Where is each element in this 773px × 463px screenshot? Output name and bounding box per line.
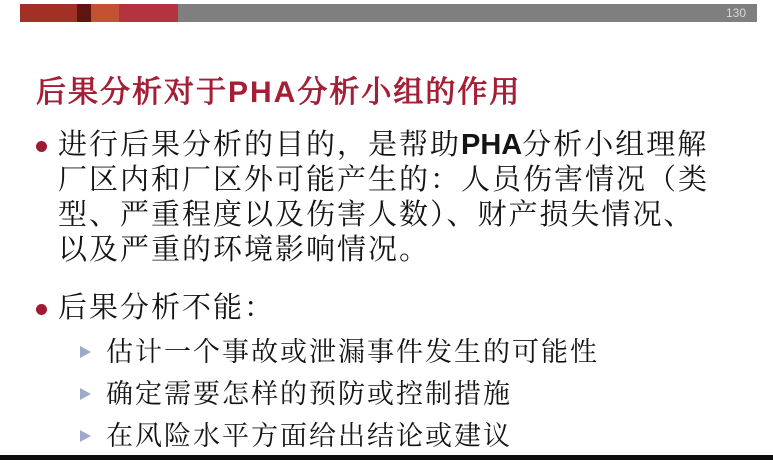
bullet-1-line-1-prefix: 进行后果分析的目的，是帮助	[58, 129, 462, 161]
bullet-1-line-2: 厂区内和厂区外可能产生的：人员伤害情况（类	[58, 164, 710, 196]
sub-bullet-text: 确定需要怎样的预防或控制措施	[106, 379, 512, 409]
sub-bullet-text: 在风险水平方面给出结论或建议	[106, 421, 512, 451]
bullet-1-text	[58, 128, 709, 268]
sub-bullet-text: 估计一个事故或泄漏事件发生的可能性	[106, 337, 599, 367]
bullet-1-line-1-suffix: 分析小组理解	[522, 129, 709, 161]
bullet-item-1	[36, 128, 709, 268]
bullet-1-line-1	[58, 128, 709, 163]
arrowhead-bullet-icon	[80, 346, 91, 358]
header-accent-block-4	[119, 4, 178, 22]
bullet-2-text: 后果分析不能：	[58, 292, 276, 324]
slide-title: 后果分析对于PHA分析小组的作用	[36, 76, 522, 110]
bullet-dot-icon	[36, 141, 47, 152]
sub-bullet-item	[80, 421, 599, 452]
sub-bullet-item	[80, 337, 599, 368]
page-number: 130	[725, 6, 746, 20]
header-accent-block-2	[77, 4, 91, 22]
bullet-1-line-3: 型、严重程度以及伤害人数）、财产损失情况、	[58, 199, 695, 231]
sub-bullet-list	[80, 337, 599, 463]
header-accent-block-1	[20, 4, 77, 22]
bullet-1-line-1-acronym: PHA	[461, 129, 523, 161]
header-accent-block-3	[91, 4, 119, 22]
sub-bullet-item	[80, 379, 599, 410]
bottom-letterbox-bar	[0, 455, 773, 460]
arrowhead-bullet-icon	[80, 388, 91, 400]
bullet-1-line-4: 以及严重的环境影响情况。	[58, 234, 431, 266]
header-gray-bar	[178, 4, 757, 22]
slide-header-bar	[20, 4, 757, 22]
bullet-dot-icon	[36, 304, 47, 315]
arrowhead-bullet-icon	[80, 430, 91, 442]
bullet-item-2	[36, 291, 275, 326]
